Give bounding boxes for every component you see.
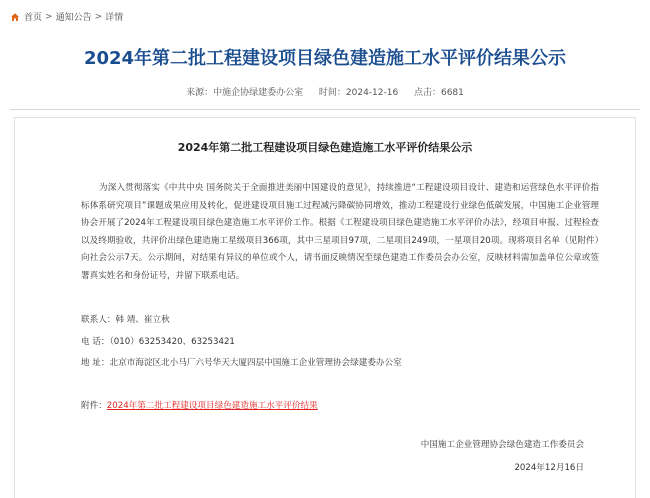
breadcrumb-separator: > xyxy=(45,11,53,22)
breadcrumb-current: 详情 xyxy=(105,13,124,23)
contact-person: 联系人：韩 靖、崔立秋 xyxy=(81,315,170,325)
article-meta xyxy=(0,85,650,98)
home-icon xyxy=(10,12,20,22)
attachment-label: 附件： xyxy=(81,401,107,411)
signer: 中国施工企业管理协会绿色建造工作委员会 xyxy=(420,440,584,450)
breadcrumb-home-link[interactable]: 首页 xyxy=(24,13,43,23)
breadcrumb-section-link[interactable]: 通知公告 xyxy=(55,13,92,23)
sign-date: 2024年12月16日 xyxy=(514,463,584,473)
header-divider xyxy=(10,109,640,110)
source-label: 来源： xyxy=(186,88,214,98)
contact-address: 地 址：北京市海淀区北小马厂六号华天大厦四层中国施工企业管理协会绿建委办公室 xyxy=(81,358,402,368)
page-title: 2024年第二批工程建设项目绿色建造施工水平评价结果公示 xyxy=(83,48,567,69)
contact-phone: 电 话：（010）63253420、63253421 xyxy=(81,337,235,347)
time-label: 时间： xyxy=(318,88,346,98)
hits-value: 6681 xyxy=(440,88,464,98)
attachment xyxy=(81,399,318,411)
breadcrumb xyxy=(10,10,123,23)
article-title: 2024年第二批工程建设项目绿色建造施工水平评价结果公示 xyxy=(177,141,473,154)
hits-label: 点击： xyxy=(413,88,441,98)
source-value: 中施企协绿建委办公室 xyxy=(213,88,304,98)
breadcrumb-separator: > xyxy=(94,11,103,22)
time-value: 2024-12-16 xyxy=(345,88,399,98)
article-paragraph: 为深入贯彻落实《中共中央 国务院关于全面推进美丽中国建设的意见》，持续推进“工程建设项目设计、建造和运营绿色水平评价指标体系研究项目”课题成果应用及转化，促进建设项目施工过程减污降碳协同增效，推动工程建设行业绿色低碳发展，中国施工企业管理协会开展了2024年工程建设项目绿色建造施工水平评价工作。根据《工程建设项目绿色建造施工水平评价办法》，经项目申报、过程检查以及终期验收，共评价出绿色建造施工星级项目366项，其中三星项目97项，二星项目249项，一星项目20项。现将项目名单（见附件）向社会公示7天。公示期间，对结果有异议的单位或个人，请书面反映情况至绿色建造工作委员会办公室，反映材料需加盖单位公章或签署真实姓名和身份证号，并留下联系电话。 xyxy=(81,183,599,281)
attachment-link[interactable]: 2024年第二批工程建设项目绿色建造施工水平评价结果 xyxy=(106,401,318,411)
